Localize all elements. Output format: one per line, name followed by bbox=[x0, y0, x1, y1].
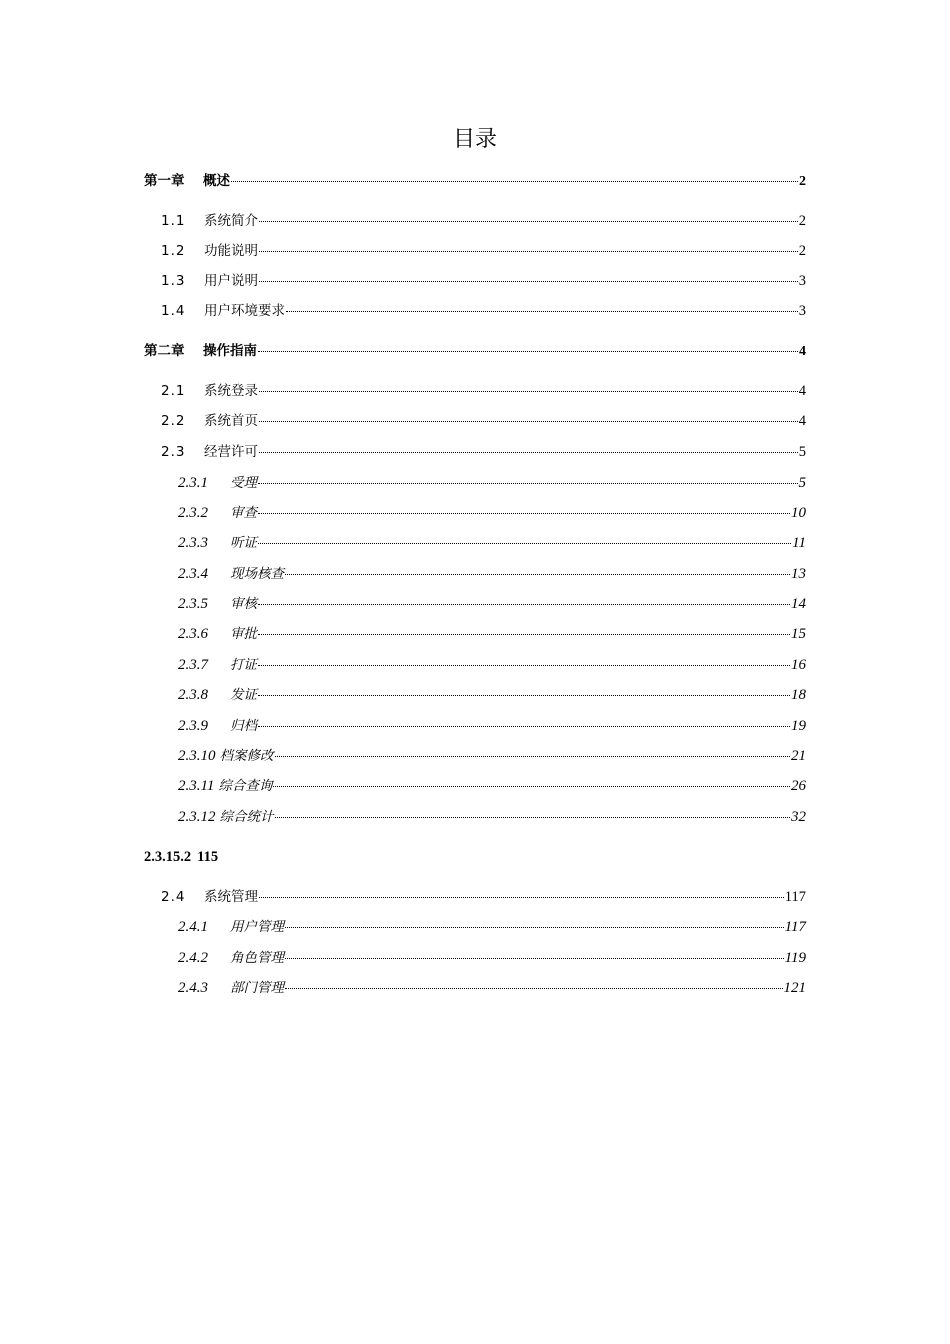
toc-dot-leader bbox=[258, 483, 798, 484]
toc-dot-leader bbox=[286, 311, 798, 312]
toc-entry-page: 15 bbox=[791, 626, 806, 642]
toc-entry-number: 2.3.7 bbox=[178, 657, 208, 673]
toc-entry-label: 受理 bbox=[230, 475, 257, 491]
toc-entry-number: 2.4.2 bbox=[178, 950, 208, 966]
toc-entry[interactable] bbox=[178, 746, 806, 766]
toc-dot-leader bbox=[285, 988, 783, 989]
toc-entry-number: 第二章 bbox=[144, 343, 185, 359]
toc-dot-leader bbox=[258, 513, 790, 514]
toc-entry-label: 现场核查 bbox=[230, 566, 284, 582]
toc-entry[interactable] bbox=[161, 411, 806, 431]
toc-dot-leader bbox=[258, 351, 798, 352]
toc-entry-label: 用户管理 bbox=[230, 919, 284, 935]
toc-entry-number: 2.3.4 bbox=[178, 566, 208, 582]
toc-entry[interactable] bbox=[178, 978, 806, 998]
toc-entry-label: 经营许可 bbox=[204, 444, 258, 460]
toc-dot-leader bbox=[259, 221, 798, 222]
toc-entry[interactable] bbox=[161, 381, 806, 401]
toc-entry-label: 角色管理 bbox=[230, 950, 284, 966]
toc-entry-label: 听证 bbox=[230, 535, 257, 551]
toc-entry-label: 综合统计 bbox=[219, 809, 274, 825]
toc-entry-page: 26 bbox=[791, 778, 806, 794]
toc-entry[interactable] bbox=[161, 887, 806, 907]
toc-entry-page: 5 bbox=[798, 444, 806, 460]
toc-entry-number: 2.3.15.2 bbox=[144, 849, 192, 865]
toc-entry-label: 部门管理 bbox=[230, 980, 284, 996]
toc-entry-page: 2 bbox=[799, 174, 806, 189]
toc-entry-label: 系统管理 bbox=[204, 889, 258, 905]
toc-entry-page: 4 bbox=[798, 383, 806, 399]
toc-entry-page: 16 bbox=[791, 657, 806, 673]
toc-entry-page: 18 bbox=[791, 687, 806, 703]
toc-entry[interactable] bbox=[178, 473, 806, 493]
toc-entry[interactable] bbox=[178, 716, 806, 736]
toc-entry-page: 32 bbox=[791, 809, 806, 825]
toc-entry-page: 14 bbox=[791, 596, 806, 612]
toc-entry[interactable] bbox=[161, 271, 806, 291]
toc-entry-page: 3 bbox=[798, 303, 806, 319]
toc-entry[interactable] bbox=[161, 241, 806, 261]
toc-entry-number: 2.2 bbox=[161, 413, 186, 429]
toc-entry-label: 115 bbox=[197, 849, 219, 865]
toc-entry-number: 2.3.2 bbox=[178, 505, 208, 521]
toc-dot-leader bbox=[275, 817, 791, 818]
toc-entry-number: 1.1 bbox=[161, 213, 186, 229]
toc-entry-page: 21 bbox=[791, 748, 806, 764]
toc-dot-leader bbox=[258, 604, 790, 605]
toc-dot-leader bbox=[259, 391, 798, 392]
toc-entry-page: 3 bbox=[798, 273, 806, 289]
toc-entry-label: 用户说明 bbox=[204, 273, 258, 289]
toc-entry[interactable] bbox=[178, 685, 806, 705]
toc-entry-label: 系统简介 bbox=[204, 213, 258, 229]
toc-entry-label: 概述 bbox=[203, 173, 230, 189]
toc-entry-number: 2.3.8 bbox=[178, 687, 208, 703]
toc-entry-number: 第一章 bbox=[144, 173, 185, 189]
toc-dot-leader bbox=[258, 634, 790, 635]
toc-entry-label: 审批 bbox=[230, 626, 257, 642]
toc-entry-page: 11 bbox=[792, 535, 806, 551]
toc-dot-leader bbox=[259, 452, 798, 453]
toc-entry-number: 2.4.3 bbox=[178, 980, 208, 996]
toc-entry[interactable] bbox=[161, 301, 806, 321]
toc-entry-label: 档案修改 bbox=[219, 748, 274, 764]
toc-entry[interactable] bbox=[144, 171, 806, 191]
toc-dot-leader bbox=[259, 897, 784, 898]
toc-dot-leader bbox=[231, 181, 798, 182]
toc-entry-page: 2 bbox=[798, 243, 806, 259]
toc-dot-leader bbox=[259, 281, 798, 282]
toc-entry[interactable] bbox=[178, 948, 806, 968]
toc-entry-label: 系统首页 bbox=[204, 413, 258, 429]
toc-entry-page: 2 bbox=[798, 213, 806, 229]
toc-entry-number: 2.3.5 bbox=[178, 596, 208, 612]
toc-entry[interactable] bbox=[178, 917, 806, 937]
toc-dot-leader bbox=[258, 695, 790, 696]
toc-entry-label: 功能说明 bbox=[204, 243, 258, 259]
toc-entry-page: 10 bbox=[791, 505, 806, 521]
toc-entry-label: 发证 bbox=[230, 687, 257, 703]
toc-dot-leader bbox=[275, 756, 791, 757]
toc-dot-leader bbox=[285, 574, 790, 575]
toc-entry-label: 打证 bbox=[230, 657, 257, 673]
toc-dot-leader bbox=[259, 251, 798, 252]
toc-entry-label: 综合查询 bbox=[218, 778, 273, 794]
toc-entry-number: 2.3.6 bbox=[178, 626, 208, 642]
toc-entry-number: 2.3 bbox=[161, 444, 186, 460]
toc-entry[interactable] bbox=[161, 442, 806, 462]
toc-entry[interactable] bbox=[144, 341, 806, 361]
toc-entry[interactable] bbox=[161, 211, 806, 231]
toc-dot-leader bbox=[273, 786, 790, 787]
toc-entry-label: 审查 bbox=[230, 505, 257, 521]
toc-entry-label: 审核 bbox=[230, 596, 257, 612]
toc-entry-number: 2.1 bbox=[161, 383, 186, 399]
toc-entry[interactable] bbox=[178, 503, 806, 523]
toc-entry-page: 119 bbox=[784, 950, 806, 966]
toc-entry-label: 用户环境要求 bbox=[204, 303, 285, 319]
toc-entry-number: 2.4 bbox=[161, 889, 186, 905]
toc-entry[interactable] bbox=[178, 776, 806, 796]
toc-entry-label: 操作指南 bbox=[203, 343, 257, 359]
toc-entry-number: 1.2 bbox=[161, 243, 186, 259]
toc-entry-page: 4 bbox=[799, 344, 806, 359]
toc-entry[interactable] bbox=[178, 624, 806, 644]
toc-entry-page: 4 bbox=[798, 413, 806, 429]
toc-entry[interactable] bbox=[178, 533, 806, 553]
toc-entry[interactable] bbox=[178, 655, 806, 675]
toc-title: 目录 bbox=[452, 127, 497, 152]
toc-entry-page: 117 bbox=[784, 889, 806, 905]
toc-dot-leader bbox=[285, 958, 784, 959]
toc-dot-leader bbox=[259, 421, 798, 422]
toc-entry-number: 2.3.3 bbox=[178, 535, 208, 551]
toc-entry-number: 1.4 bbox=[161, 303, 186, 319]
toc-entry-page: 13 bbox=[791, 566, 806, 582]
toc-entry[interactable] bbox=[144, 847, 218, 867]
toc-entry[interactable] bbox=[178, 564, 806, 584]
toc-entry-number: 2.4.1 bbox=[178, 919, 208, 935]
toc-dot-leader bbox=[258, 665, 790, 666]
toc-dot-leader bbox=[258, 726, 790, 727]
toc-entry-page: 121 bbox=[783, 980, 806, 996]
toc-entry[interactable] bbox=[178, 807, 806, 827]
toc-entry-label: 系统登录 bbox=[204, 383, 258, 399]
toc-entry-page: 19 bbox=[791, 718, 806, 734]
toc-entry[interactable] bbox=[178, 594, 806, 614]
toc-entry-number: 2.3.10 bbox=[178, 748, 216, 764]
toc-entry-number: 1.3 bbox=[161, 273, 186, 289]
toc-entry-number: 2.3.9 bbox=[178, 718, 208, 734]
toc-entry-number: 2.3.11 bbox=[178, 778, 215, 794]
toc-entry-number: 2.3.1 bbox=[178, 475, 208, 491]
toc-dot-leader bbox=[258, 543, 791, 544]
toc-entry-page: 117 bbox=[784, 919, 806, 935]
toc-dot-leader bbox=[285, 927, 784, 928]
toc-entry-label: 归档 bbox=[230, 718, 257, 734]
toc-entry-page: 5 bbox=[798, 475, 806, 491]
toc-entry-number: 2.3.12 bbox=[178, 809, 216, 825]
